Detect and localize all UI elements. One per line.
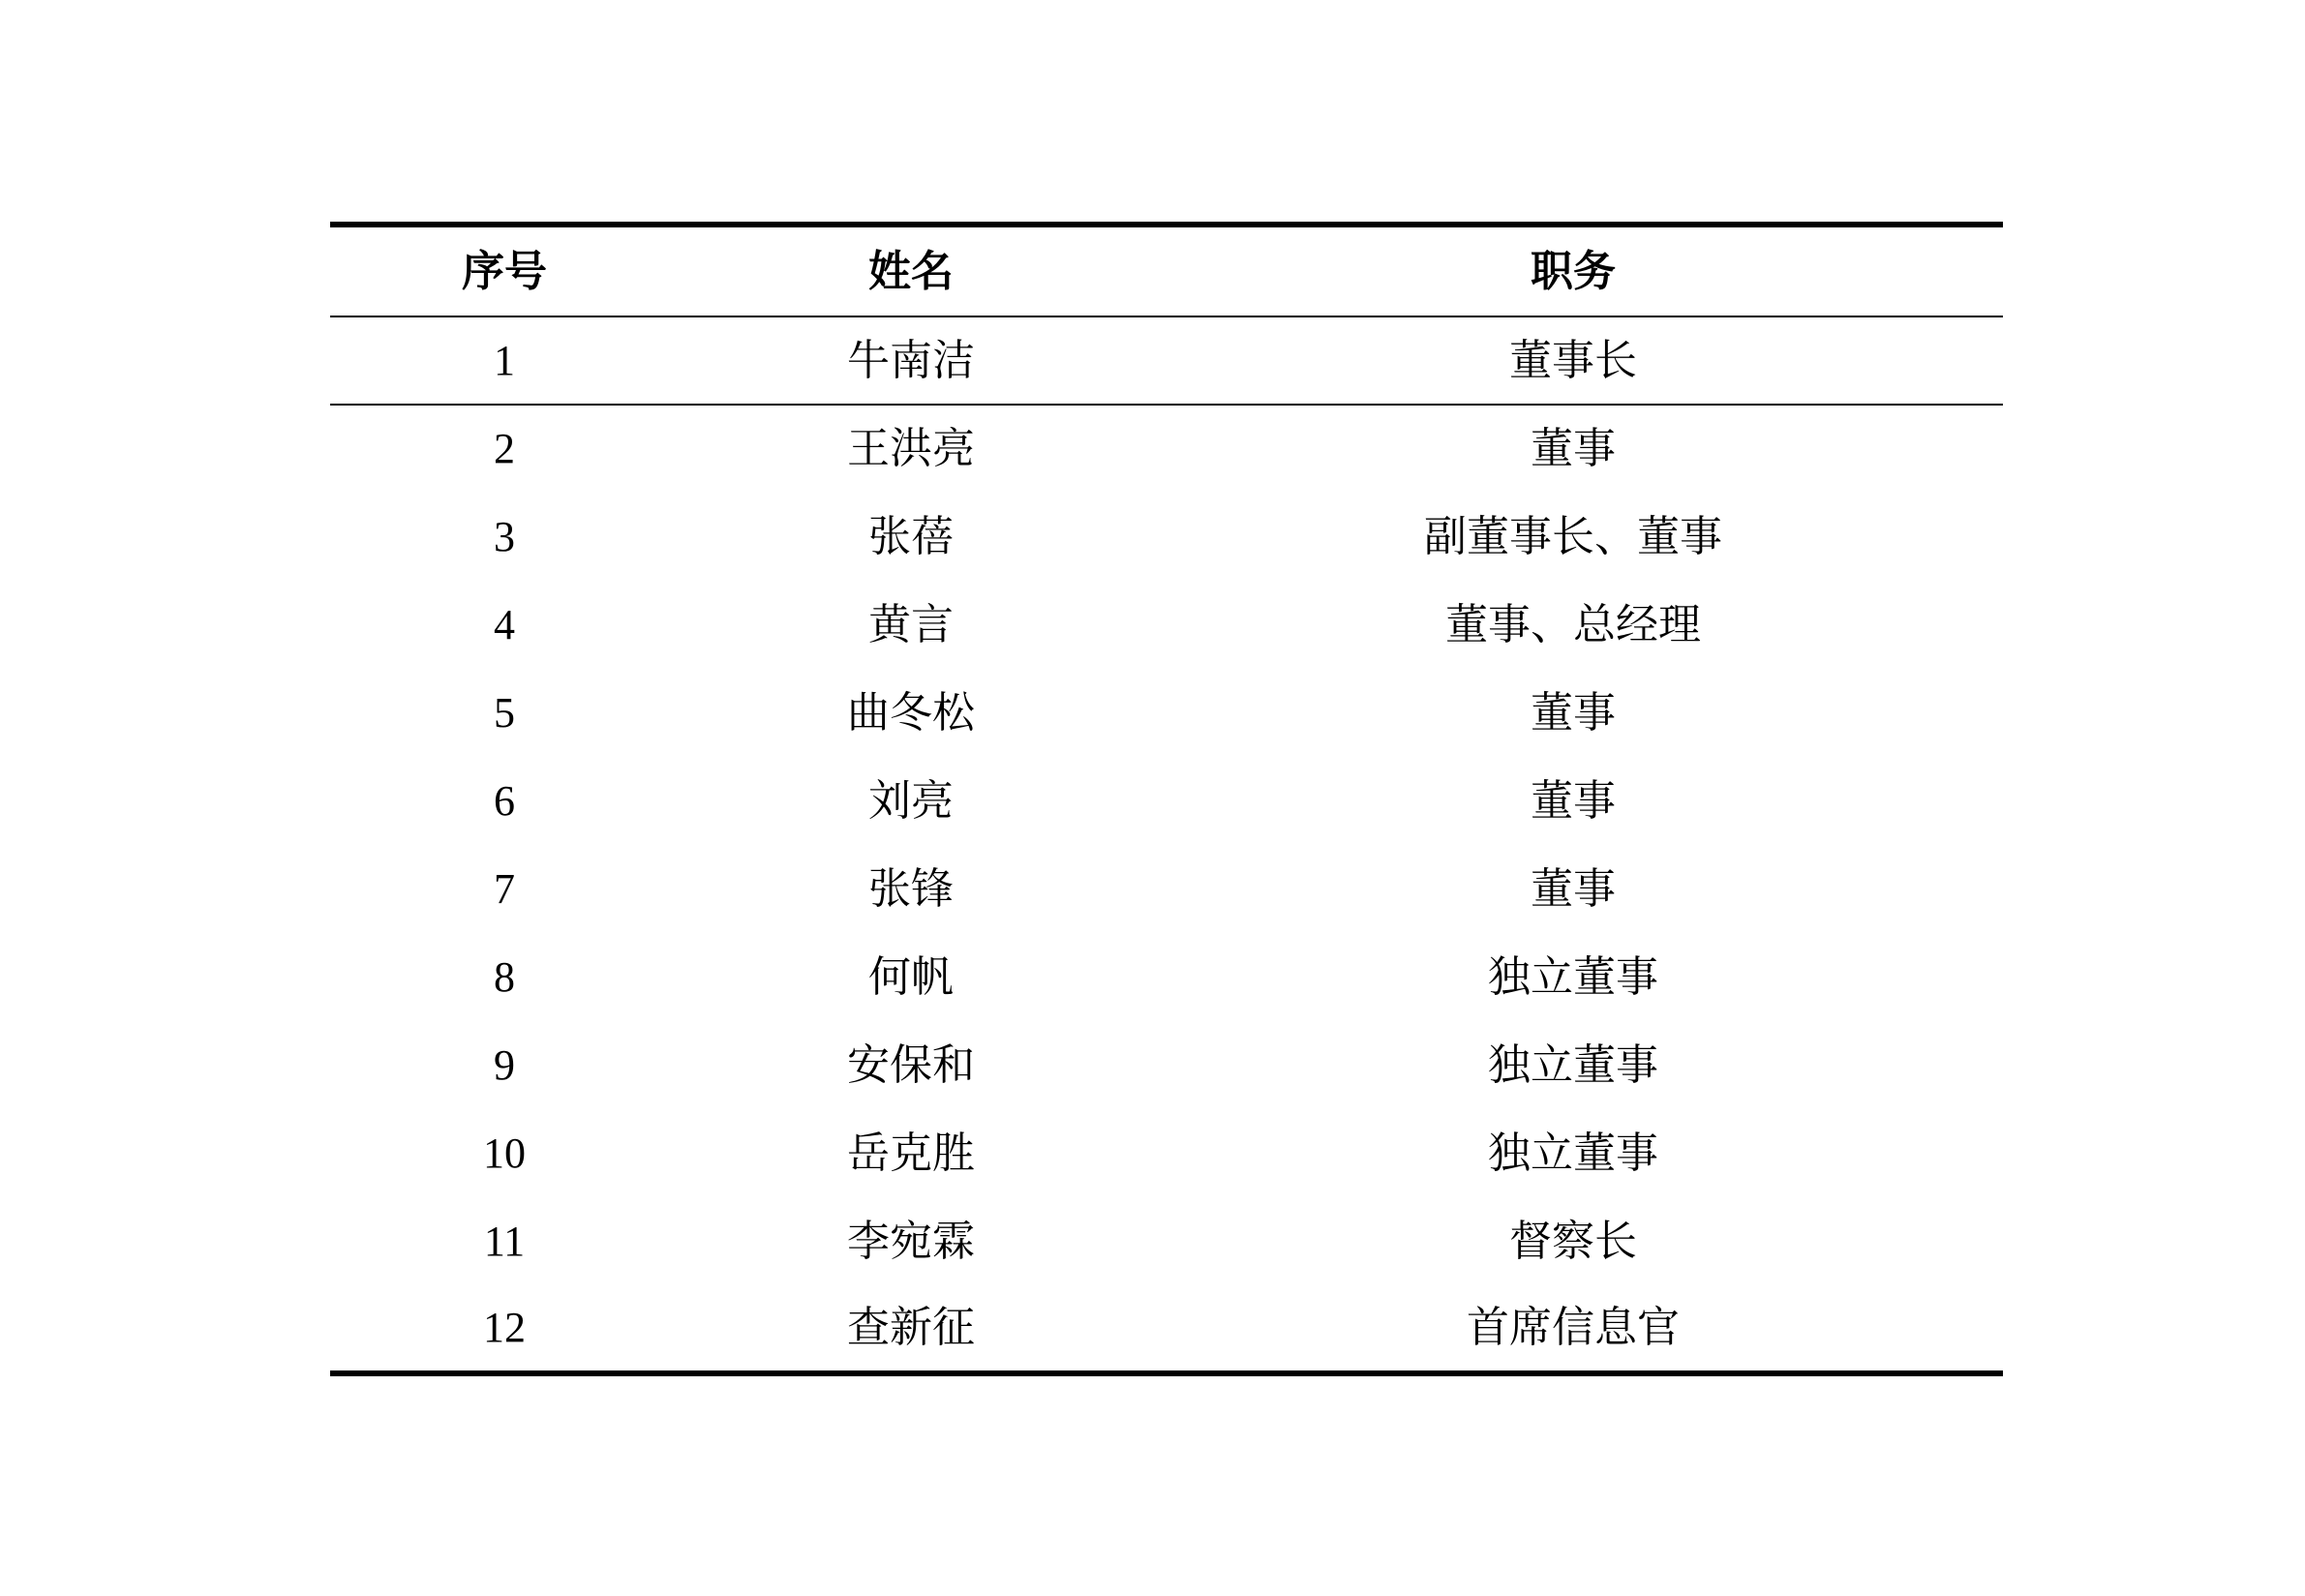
table-row — [330, 493, 2003, 581]
table-row — [330, 933, 2003, 1021]
header-cell-number: 序号 — [330, 225, 679, 316]
cell-name: 安保和 — [847, 1040, 975, 1089]
cell-number: 8 — [494, 952, 515, 1001]
cell-name: 岳克胜 — [847, 1129, 975, 1177]
header-cell-name: 姓名 — [679, 225, 1143, 316]
table-row — [330, 316, 2003, 405]
table-row — [330, 1021, 2003, 1109]
table-row — [330, 1109, 2003, 1197]
cell-name: 何帆 — [868, 952, 954, 1001]
cell-number: 11 — [483, 1217, 526, 1265]
cell-number: 1 — [330, 316, 679, 405]
cell-number: 7 — [494, 864, 515, 913]
cell-number: 3 — [494, 512, 515, 560]
cell-position: 董事 — [1531, 864, 1616, 913]
cell-position: 董事长 — [1143, 316, 2003, 405]
cell-name: 刘亮 — [868, 776, 954, 825]
table-row — [330, 581, 2003, 669]
cell-name: 黄言 — [868, 600, 954, 648]
table-row — [330, 845, 2003, 933]
cell-position: 董事、总经理 — [1445, 600, 1701, 648]
table-row — [330, 1197, 2003, 1285]
table-header-row — [330, 225, 2003, 316]
cell-position: 董事 — [1531, 776, 1616, 825]
cell-name: 王洪亮 — [847, 425, 975, 472]
cell-number: 10 — [483, 1129, 526, 1177]
cell-number: 5 — [494, 688, 515, 737]
cell-number: 4 — [494, 600, 515, 648]
cell-position: 董事 — [1531, 425, 1616, 472]
cell-number: 2 — [494, 425, 515, 472]
cell-position: 督察长 — [1509, 1217, 1637, 1265]
cell-position: 首席信息官 — [1467, 1304, 1680, 1351]
board-members-table — [330, 222, 2003, 1376]
table-row — [330, 1285, 2003, 1373]
cell-position: 独立董事 — [1488, 1129, 1658, 1177]
cell-position: 董事 — [1531, 688, 1616, 737]
cell-name: 张锋 — [868, 864, 954, 913]
table-row — [330, 405, 2003, 493]
cell-number: 6 — [494, 776, 515, 825]
cell-name: 李宛霖 — [847, 1217, 975, 1265]
header-cell-position: 职务 — [1143, 225, 2003, 316]
cell-position: 独立董事 — [1488, 952, 1658, 1001]
cell-number: 9 — [494, 1040, 515, 1089]
cell-name: 查新征 — [847, 1304, 975, 1351]
cell-name: 牛南洁 — [679, 316, 1143, 405]
cell-position: 副董事长、董事 — [1424, 512, 1722, 560]
cell-name: 张蓓 — [868, 512, 954, 560]
table-row — [330, 757, 2003, 845]
table-row — [330, 669, 2003, 757]
cell-number: 12 — [483, 1304, 526, 1351]
cell-position: 独立董事 — [1488, 1040, 1658, 1089]
cell-name: 曲冬松 — [847, 688, 975, 737]
